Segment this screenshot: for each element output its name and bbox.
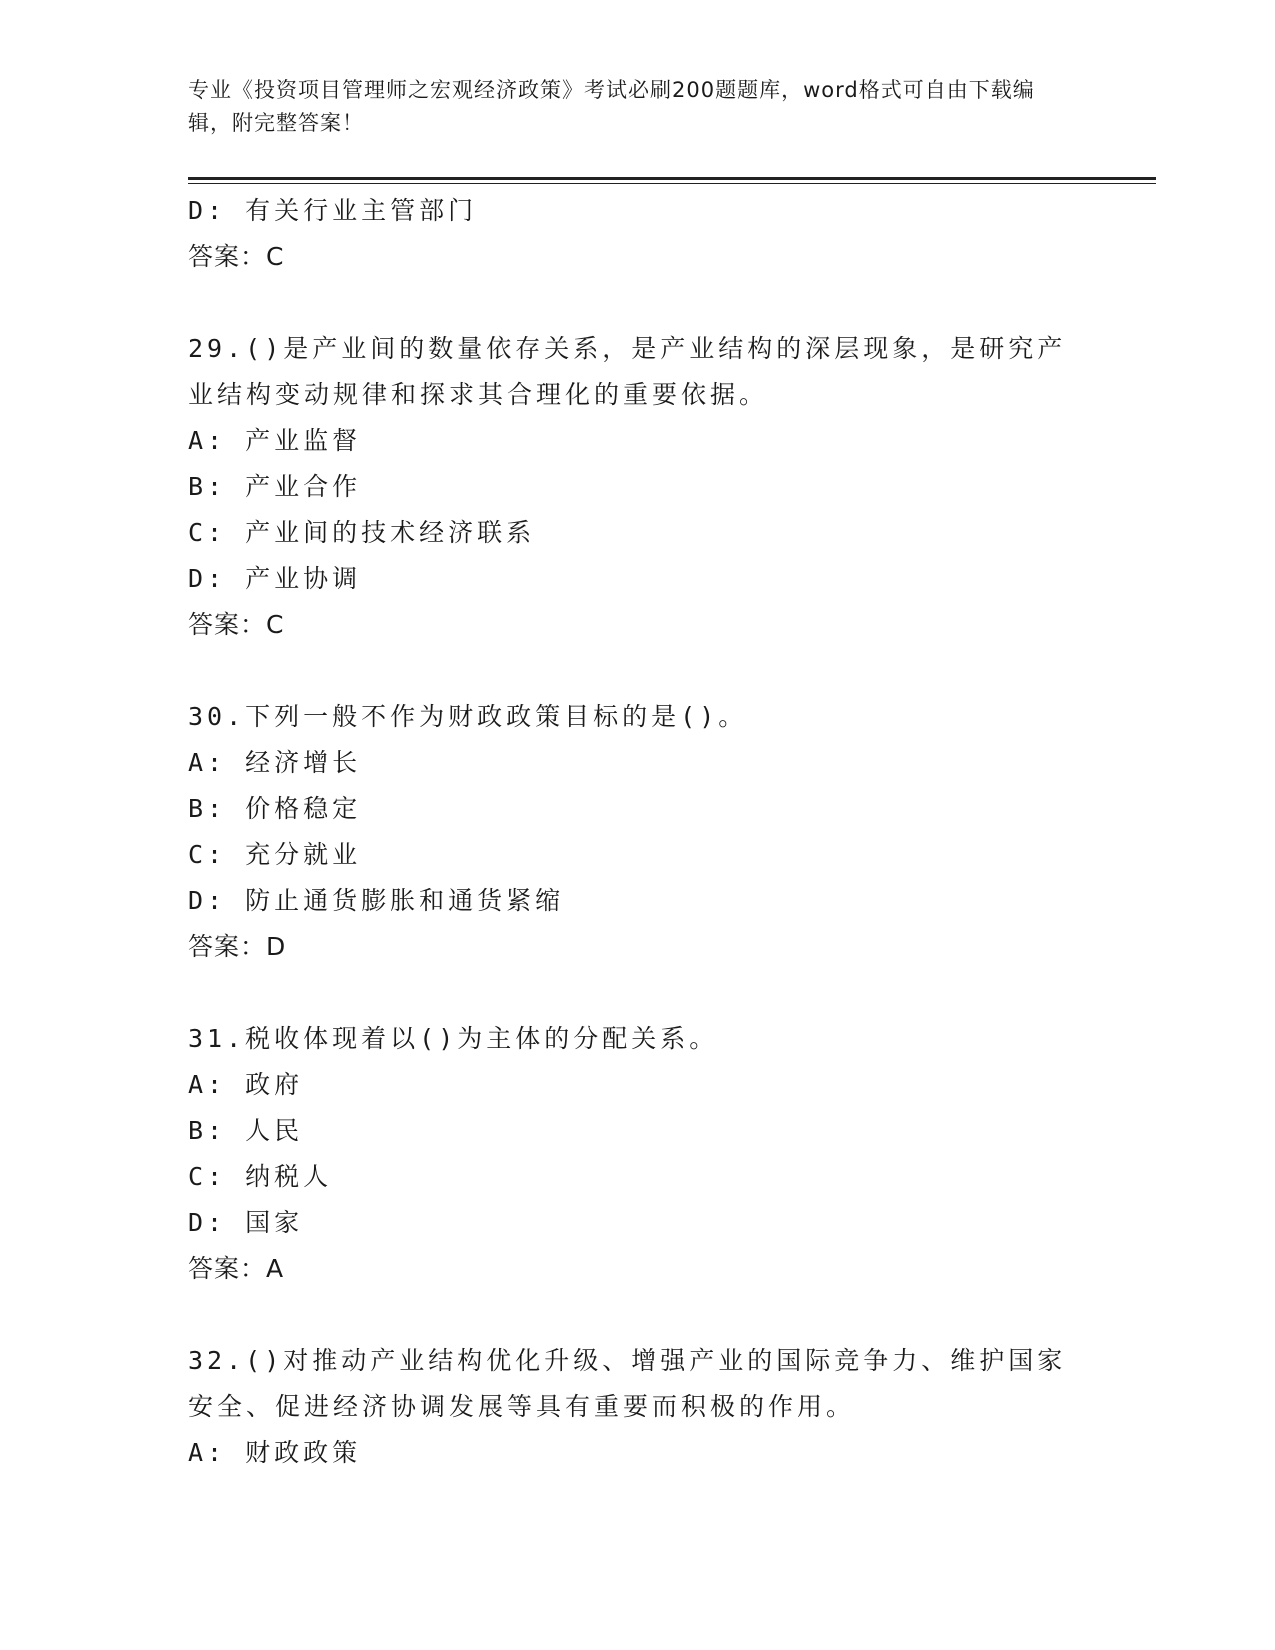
option-b: B: 产业合作 xyxy=(188,472,362,501)
question-29 xyxy=(188,326,1088,648)
option-b: B: 人民 xyxy=(188,1116,304,1145)
option-d: D: 防止通货膨胀和通货紧缩 xyxy=(188,886,565,915)
option-a: A: 产业监督 xyxy=(188,426,362,455)
answer: 答案：C xyxy=(188,610,285,639)
question-content xyxy=(188,188,1088,1476)
question-31 xyxy=(188,1016,1088,1292)
document-header: 专业《投资项目管理师之宏观经济政策》考试必刷200题题库，word格式可自由下载编辑，附完整答案！ xyxy=(188,78,1035,135)
option-d: D: 产业协调 xyxy=(188,564,362,593)
question-text: 31.税收体现着以()为主体的分配关系。 xyxy=(188,1024,719,1053)
header-divider-thick xyxy=(188,177,1156,180)
option-b: B: 价格稳定 xyxy=(188,794,362,823)
question-text: 32.()对推动产业结构优化升级、增强产业的国际竞争力、维护国家安全、促进经济协调发展等具有重要而积极的作用。 xyxy=(188,1346,1067,1421)
option-a: A: 财政政策 xyxy=(188,1438,362,1467)
option-d: D: 有关行业主管部门 xyxy=(188,196,478,225)
question-32 xyxy=(188,1338,1088,1476)
answer: 答案：C xyxy=(188,242,285,271)
option-c: C: 充分就业 xyxy=(188,840,362,869)
question-text: 30.下列一般不作为财政政策目标的是()。 xyxy=(188,702,748,731)
question-text: 29.()是产业间的数量依存关系，是产业结构的深层现象，是研究产业结构变动规律和探求其合理化的重要依据。 xyxy=(188,334,1067,409)
option-c: C: 产业间的技术经济联系 xyxy=(188,518,536,547)
answer: 答案：A xyxy=(188,1254,285,1283)
option-a: A: 经济增长 xyxy=(188,748,362,777)
option-c: C: 纳税人 xyxy=(188,1162,333,1191)
answer: 答案：D xyxy=(188,932,287,961)
header-divider-thin xyxy=(188,183,1156,184)
question-30 xyxy=(188,694,1088,970)
option-a: A: 政府 xyxy=(188,1070,304,1099)
option-d: D: 国家 xyxy=(188,1208,304,1237)
